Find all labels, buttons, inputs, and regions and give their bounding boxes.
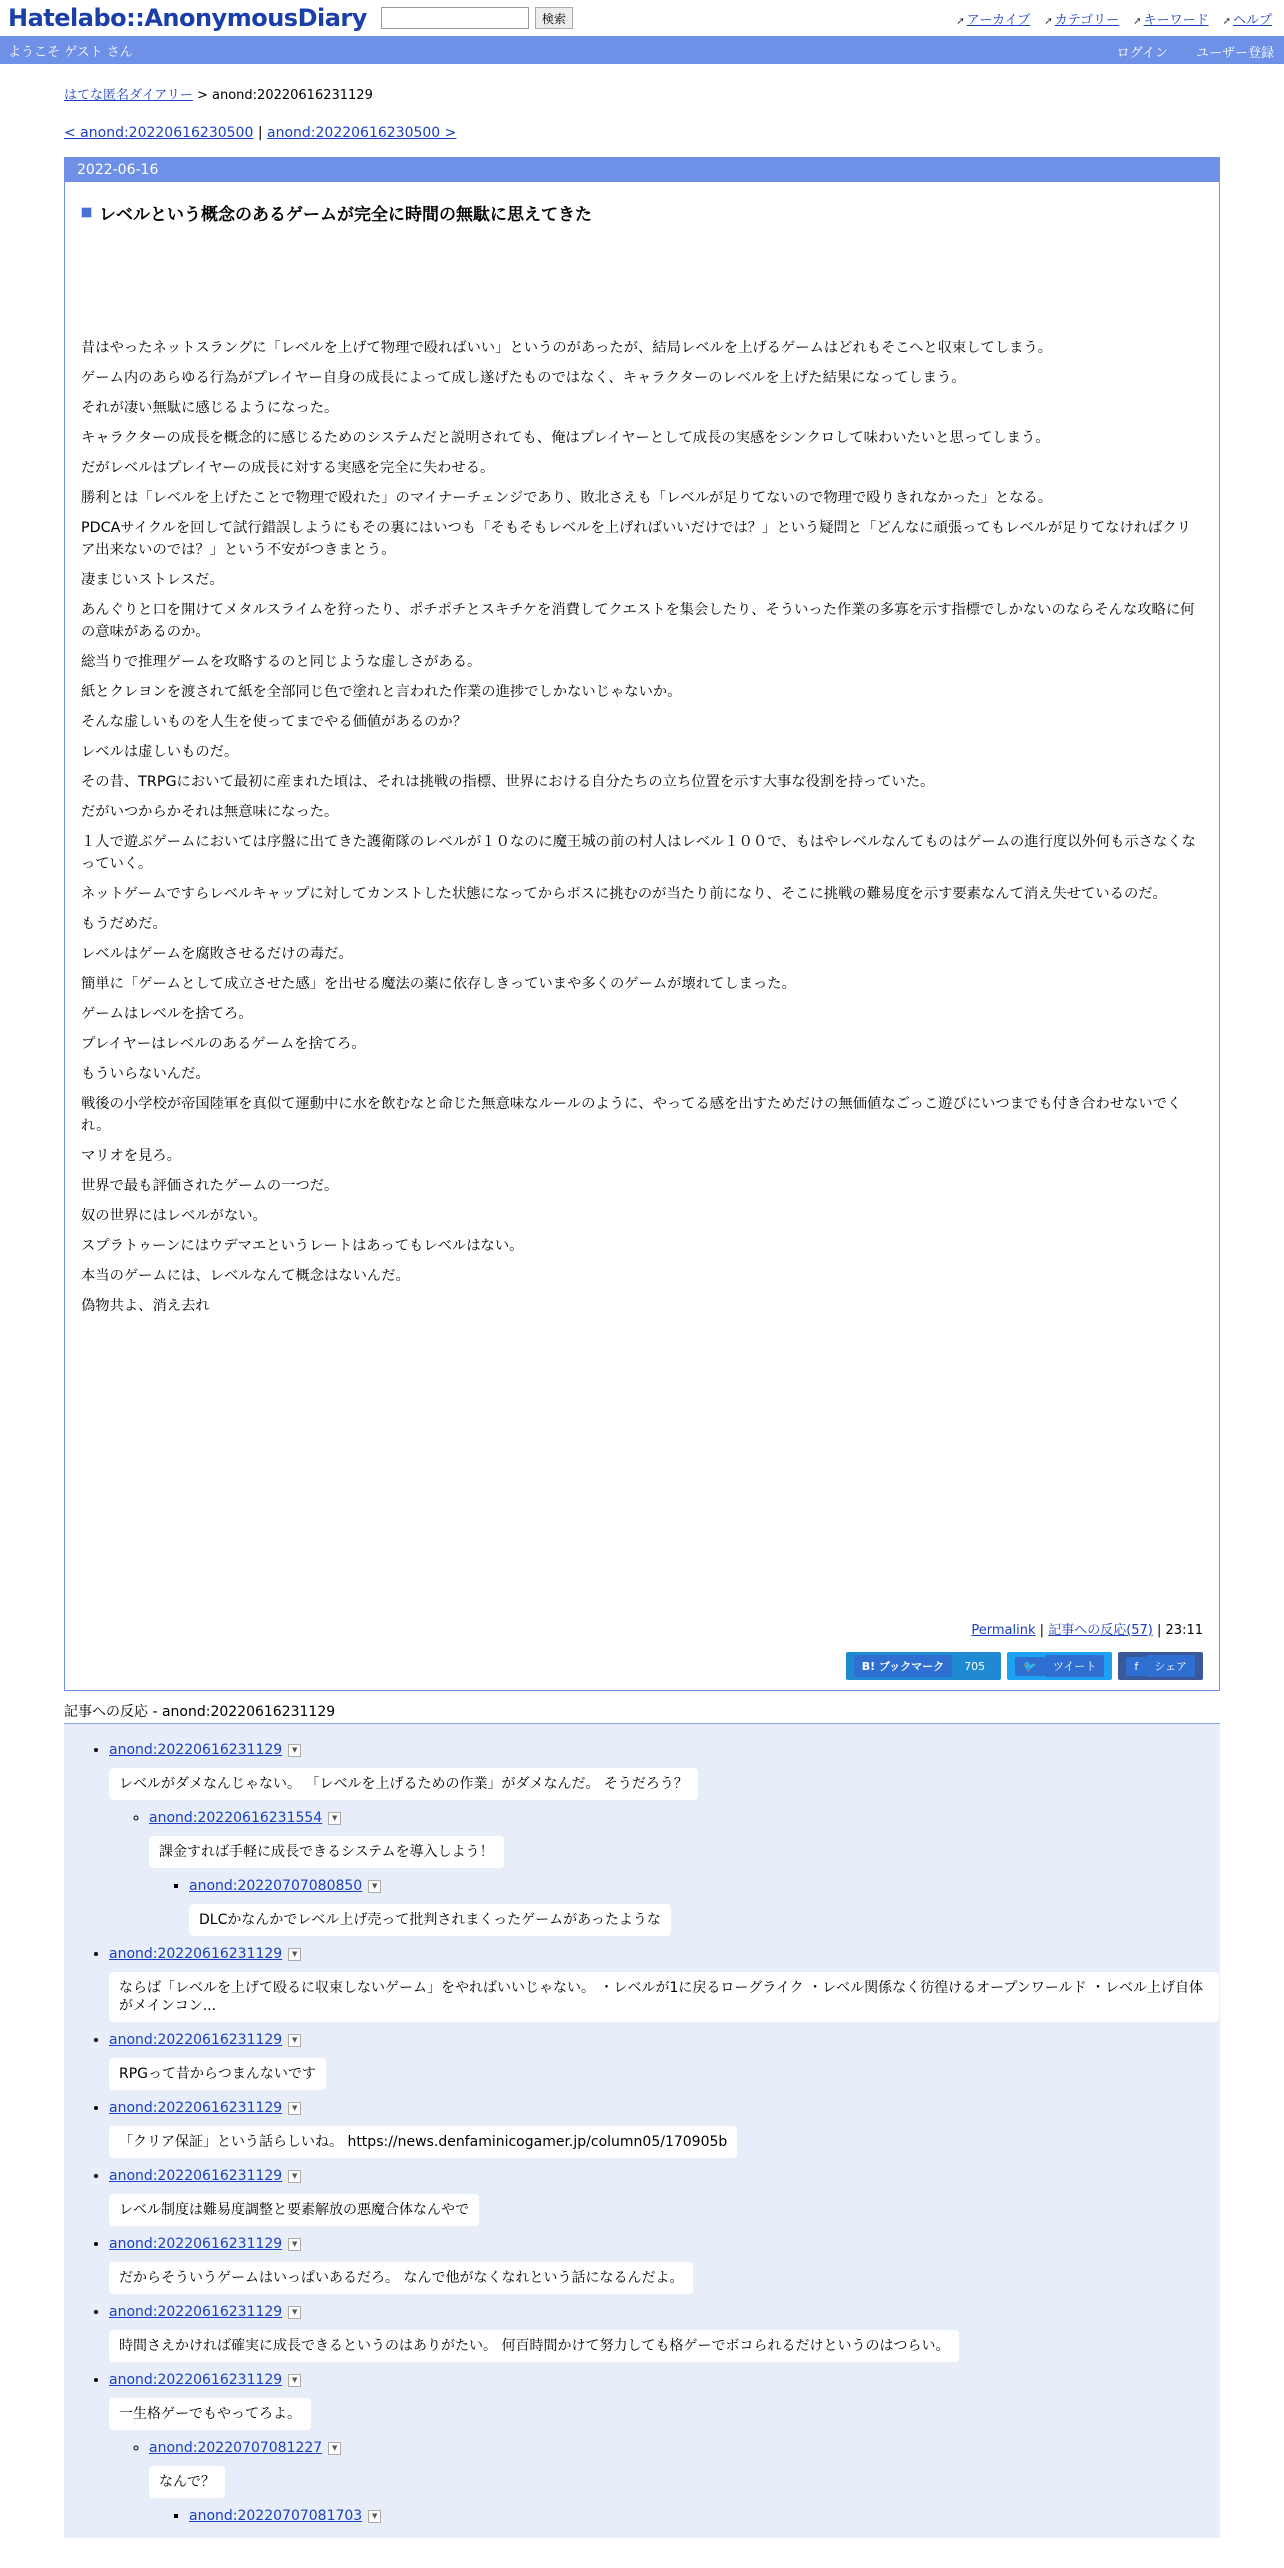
entry-paragraph: キャラクターの成長を概念的に感じるためのシステムだと説明されても、俺はプレイヤーとして成長の実感をシンクロして味わいたいと思ってしまう。: [81, 430, 1050, 446]
search-button[interactable]: 検索: [535, 7, 573, 29]
entry-paragraph: 昔はやったネットスラングに「レベルを上げて物理で殴ればいい」というのがあったが、結局レベルを上げるゲームはどれもそこへと収束してしまう。: [81, 340, 1053, 356]
prev-entry-link[interactable]: < anond:20220616230500: [64, 125, 254, 141]
entry-paragraph: 凄まじいストレスだ。: [81, 572, 224, 588]
reaction-id-link[interactable]: anond:20220616231129: [109, 2168, 283, 2184]
entry-paragraph: 奴の世界にはレベルがない。: [81, 1208, 267, 1224]
entry-day: [64, 157, 1220, 1691]
entry-paragraph: レベルはゲームを腐敗させるだけの毒だ。: [81, 946, 353, 962]
reactions-link[interactable]: 記事への反応(57): [1048, 1623, 1153, 1638]
dropdown-toggle-icon[interactable]: ▼: [288, 2374, 301, 2387]
tweet-button[interactable]: 🐦ツイート: [1007, 1652, 1112, 1680]
reaction-id-link[interactable]: anond:20220707081227: [149, 2440, 323, 2456]
reactions-list: [64, 1724, 1220, 2538]
dropdown-toggle-icon[interactable]: ▼: [288, 1948, 301, 1961]
entry-time: 23:11: [1165, 1623, 1203, 1638]
entry-paragraph: 勝利とは「レベルを上げたことで物理で殴れた」のマイナーチェンジであり、敗北さえも「レベルが足りてないので物理で殴りきれなかった」となる。: [81, 490, 1053, 506]
entry-section: [65, 182, 1219, 1690]
reaction-id-link[interactable]: anond:20220616231129: [109, 2100, 283, 2116]
dropdown-toggle-icon[interactable]: ▼: [368, 1880, 381, 1893]
reaction-item: [189, 1878, 1220, 1936]
entry-paragraph: その昔、TRPGにおいて最初に産まれた頃は、それは挑戦の指標、世界における自分たちの立ち位置を示す大事な役割を持っていた。: [81, 774, 935, 790]
entry-paragraph: 偽物共よ、消え去れ: [81, 1298, 210, 1314]
main-content: [64, 84, 1220, 2538]
entry-paragraph: 戦後の小学校が帝国陸軍を真似て運動中に水を飲むなと命じた無意味なルールのように、やってる感を出すためだけの無価値なごっこ遊びにいつまでも付き合わせないでくれ。: [81, 1096, 1182, 1134]
reaction-item: [189, 2508, 1220, 2524]
reaction-text: 課金すれば手軽に成長できるシステムを導入しよう！: [149, 1836, 504, 1868]
bookmark-count: 705: [956, 1657, 993, 1676]
entry-title: レベルという概念のあるゲームが完全に時間の無駄に思えてきた: [99, 205, 592, 225]
reaction-id-link[interactable]: anond:20220616231129: [109, 2372, 283, 2388]
header-banner: [0, 0, 1284, 36]
pager: < anond:20220616230500 | anond:20220616230500 >: [64, 125, 457, 141]
reaction-id-link[interactable]: anond:20220616231129: [109, 2032, 283, 2048]
entry-paragraph: スプラトゥーンにはウデマエというレートはあってもレベルはない。: [81, 1238, 524, 1254]
site-logo[interactable]: Hatelabo::AnonymousDiary: [8, 4, 367, 32]
reaction-id-link[interactable]: anond:20220616231129: [109, 2236, 283, 2252]
reaction-item: [149, 2440, 1220, 2524]
hatena-bookmark-button[interactable]: B! ブックマーク 705: [846, 1652, 1001, 1680]
arrow-icon: ➚: [1133, 16, 1142, 27]
user-bar: [0, 36, 1284, 64]
facebook-icon: f: [1126, 1657, 1146, 1676]
arrow-icon: ➚: [956, 16, 965, 27]
entry-paragraph: そんな虚しいものを人生を使ってまでやる価値があるのか？: [81, 714, 468, 730]
reaction-item: [149, 1810, 1220, 1936]
entry-paragraph: マリオを見ろ。: [81, 1148, 181, 1164]
entry-paragraph: それが凄い無駄に感じるようになった。: [81, 400, 339, 416]
entry-footer: Permalink | 記事への反応(57) | 23:11: [971, 1623, 1203, 1638]
entry-date: 2022-06-16: [65, 158, 1219, 182]
welcome-text: ようこそ ゲスト さん: [8, 44, 133, 60]
entry-paragraph: あんぐりと口を開けてメタルスライムを狩ったり、ポチポチとスキチケを消費してクエストを集会したり、そういった作業の多寡を示す指標でしかないのならそんな攻略に何の意味があるのか。: [81, 602, 1195, 640]
dropdown-toggle-icon[interactable]: ▼: [288, 2238, 301, 2251]
reaction-text: だからそういうゲームはいっぱいあるだろ。 なんで他がなくなれという話になるんだよ。: [109, 2262, 693, 2294]
entry-paragraph: ゲーム内のあらゆる行為がプレイヤー自身の成長によって成し遂げたものではなく、キャラクターのレベルを上げた結果になってしまう。: [81, 370, 966, 386]
entry-paragraph: PDCAサイクルを回して試行錯誤しようにもその裏にはいつも「そもそもレベルを上げればいいだけでは？」という疑問と「どんなに頑張ってもレベルが足りてなければクリア出来ないのでは？」という不安がつきまとう。: [81, 520, 1191, 558]
register-link[interactable]: ユーザー登録: [1195, 46, 1274, 61]
share-buttons: [81, 1652, 1203, 1680]
reaction-item: [109, 1742, 1220, 1936]
bird-icon: 🐦: [1015, 1657, 1045, 1676]
arrow-icon: ➚: [1222, 16, 1231, 27]
reaction-item: [109, 2372, 1220, 2524]
reaction-text: 一生格ゲーでもやってろよ。: [109, 2398, 311, 2430]
breadcrumb-home[interactable]: はてな匿名ダイアリー: [64, 88, 193, 103]
reaction-id-link[interactable]: anond:20220616231129: [109, 1742, 283, 1758]
entry-paragraph: 世界で最も評価されたゲームの一つだ。: [81, 1178, 339, 1194]
entry-paragraph: 簡単に「ゲームとして成立させた感」を出せる魔法の薬に依存しきっていまや多くのゲームが壊れてしまった。: [81, 976, 796, 992]
breadcrumb-current: anond:20220616231129: [212, 88, 373, 103]
entry-paragraph: 総当りで推理ゲームを攻略するのと同じような虚しさがある。: [81, 654, 482, 670]
entry-paragraph: 紙とクレヨンを渡されて紙を全部同じ色で塗れと言われた作業の進捗でしかないじゃないか。: [81, 684, 682, 700]
permalink[interactable]: Permalink: [971, 1623, 1036, 1638]
breadcrumb: はてな匿名ダイアリー > anond:20220616231129: [64, 88, 373, 103]
reaction-id-link[interactable]: anond:20220616231129: [109, 2304, 283, 2320]
reaction-item: [109, 1946, 1220, 2022]
dropdown-toggle-icon[interactable]: ▼: [328, 2442, 341, 2455]
dropdown-toggle-icon[interactable]: ▼: [368, 2510, 381, 2523]
top-nav: [956, 9, 1272, 28]
nav-keyword[interactable]: キーワード: [1143, 13, 1209, 28]
reaction-id-link[interactable]: anond:20220707081703: [189, 2508, 363, 2524]
reaction-id-link[interactable]: anond:20220707080850: [189, 1878, 363, 1894]
reactions-heading: 記事への反応 - anond:20220616231129: [64, 1701, 1220, 1724]
reaction-text: RPGって昔からつまんないです: [109, 2058, 326, 2090]
next-entry-link[interactable]: anond:20220616230500 >: [267, 125, 457, 141]
reaction-text: レベルがダメなんじゃない。 「レベルを上げるための作業」がダメなんだ。 そうだろう？: [109, 1768, 698, 1800]
reaction-item: [109, 2100, 1220, 2158]
reaction-text: 時間さえかければ確実に成長できるというのはありがたい。 何百時間かけて努力しても格ゲーでボコられるだけというのはつらい。: [109, 2330, 959, 2362]
dropdown-toggle-icon[interactable]: ▼: [288, 2170, 301, 2183]
arrow-icon: ➚: [1044, 16, 1053, 27]
reaction-item: [109, 2168, 1220, 2226]
nav-category[interactable]: カテゴリー: [1054, 13, 1120, 28]
reaction-id-link[interactable]: anond:20220616231129: [109, 1946, 283, 1962]
nav-help[interactable]: ヘルプ: [1232, 13, 1272, 28]
entry-body: [81, 337, 1203, 1317]
reaction-text: ならば「レベルを上げて殴るに収束しないゲーム」をやればいいじゃない。 ・レベルが1に戻るローグライク ・レベル関係なく彷徨けるオープンワールド ・レベル上げ自体がメインコン...: [109, 1972, 1219, 2022]
entry-paragraph: もういらないんだ。: [81, 1066, 210, 1082]
reaction-item: [109, 2304, 1220, 2362]
entry-title-row: [81, 200, 1203, 225]
dropdown-toggle-icon[interactable]: ▼: [288, 2306, 301, 2319]
reaction-id-link[interactable]: anond:20220616231554: [149, 1810, 323, 1826]
entry-paragraph: １人で遊ぶゲームにおいては序盤に出てきた護衛隊のレベルが１０なのに魔王城の前の村人はレベル１００で、もはやレベルなんてものはゲームの進行度以外何も示さなくなっていく。: [81, 834, 1196, 872]
search-input[interactable]: [381, 7, 529, 29]
entry-paragraph: もうだめだ。: [81, 916, 167, 932]
entry-paragraph: ネットゲームですらレベルキャップに対してカンストした状態になってからボスに挑むのが当たり前になり、そこに挑戦の難易度を示す要素なんて消え失せているのだ。: [81, 886, 1167, 902]
reaction-text: なんで？: [149, 2466, 225, 2498]
nav-archive[interactable]: アーカイブ: [966, 13, 1031, 28]
login-link[interactable]: ログイン: [1116, 46, 1168, 61]
entry-paragraph: だがいつからかそれは無意味になった。: [81, 804, 339, 820]
facebook-share-button[interactable]: fシェア: [1118, 1652, 1203, 1680]
entry-anchor-icon[interactable]: [81, 207, 92, 218]
reaction-text: 「クリア保証」という話らしいね。 https://news.denfaminicogamer.jp/column05/170905b: [109, 2126, 737, 2158]
entry-paragraph: 本当のゲームには、レベルなんて概念はないんだ。: [81, 1268, 410, 1284]
reaction-item: [109, 2236, 1220, 2294]
search-form: [381, 7, 573, 29]
dropdown-toggle-icon[interactable]: ▼: [288, 2034, 301, 2047]
reaction-text: レベル制度は難易度調整と要素解放の悪魔合体なんやで: [109, 2194, 479, 2226]
dropdown-toggle-icon[interactable]: ▼: [328, 1812, 341, 1825]
dropdown-toggle-icon[interactable]: ▼: [288, 1744, 301, 1757]
reaction-text: DLCかなんかでレベル上げ売って批判されまくったゲームがあったような: [189, 1904, 671, 1936]
reaction-item: [109, 2032, 1220, 2090]
dropdown-toggle-icon[interactable]: ▼: [288, 2102, 301, 2115]
entry-paragraph: ゲームはレベルを捨てろ。: [81, 1006, 253, 1022]
entry-paragraph: だがレベルはプレイヤーの成長に対する実感を完全に失わせる。: [81, 460, 495, 476]
entry-paragraph: レベルは虚しいものだ。: [81, 744, 239, 760]
entry-paragraph: プレイヤーはレベルのあるゲームを捨てろ。: [81, 1036, 366, 1052]
